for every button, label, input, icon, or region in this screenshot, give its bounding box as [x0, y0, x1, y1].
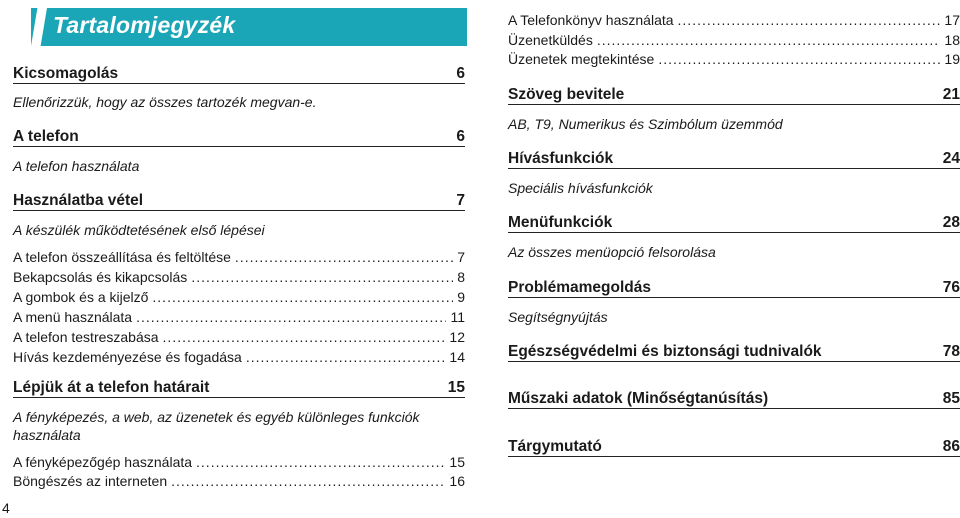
toc-entry[interactable]: [13, 289, 465, 307]
entry-label: Böngészés az interneten: [13, 473, 168, 489]
section-subtitle: A telefon használata: [13, 158, 140, 174]
toc-entry[interactable]: [13, 349, 465, 367]
section-subtitle: A fényképezés, a web, az üzenetek és egyéb különleges funkciók: [13, 409, 420, 425]
dot-leader: [678, 12, 941, 28]
toc-section-szoveg-bevitele[interactable]: [508, 83, 960, 105]
toc-section-egeszsegvedelem[interactable]: [508, 340, 960, 362]
entry-label: A fényképezőgép használata: [13, 454, 193, 470]
toc-entry[interactable]: [13, 473, 465, 491]
section-title: Használatba vétel: [13, 192, 144, 209]
toc-entry[interactable]: [13, 269, 465, 287]
section-page: 7: [456, 192, 465, 209]
page-number: 4: [2, 500, 10, 516]
entry-label: A menü használata: [13, 309, 133, 325]
section-title: Szöveg bevitele: [508, 86, 625, 103]
dot-leader: [171, 473, 445, 489]
entry-page: 9: [457, 289, 465, 305]
section-title: Műszaki adatok (Minőségtanúsítás): [508, 390, 769, 407]
toc-entry[interactable]: [13, 309, 465, 327]
section-page: 85: [942, 390, 960, 407]
entry-page: 8: [457, 269, 465, 285]
toc-section-hasznalatba-vetel[interactable]: [13, 189, 465, 211]
toc-entry[interactable]: [508, 32, 960, 50]
toc-section-problemamegoldas[interactable]: [508, 276, 960, 298]
title-banner: [31, 8, 467, 46]
section-page: 28: [942, 214, 960, 231]
entry-page: 11: [450, 309, 465, 325]
toc-entry[interactable]: [13, 454, 465, 472]
entry-page: 14: [449, 349, 465, 365]
entry-page: 19: [944, 51, 960, 67]
entry-label: Üzenetküldés: [508, 32, 593, 48]
section-page: 21: [942, 86, 960, 103]
section-page: 24: [942, 150, 960, 167]
section-title: Menüfunkciók: [508, 214, 613, 231]
entry-label: A telefon összeállítása és feltöltése: [13, 249, 231, 265]
dot-leader: [191, 269, 453, 285]
entry-label: Üzenetek megtekintése: [508, 51, 655, 67]
entry-page: 15: [449, 454, 465, 470]
dot-leader: [163, 329, 446, 345]
toc-section-targymutato[interactable]: [508, 435, 960, 457]
section-title: Tárgymutató: [508, 438, 602, 455]
entry-page: 7: [457, 249, 465, 265]
section-title: Problémamegoldás: [508, 279, 651, 296]
section-subtitle: A készülék működtetésének első lépései: [13, 222, 265, 238]
section-page: 86: [942, 438, 960, 455]
section-subtitle-continued: használata: [13, 427, 81, 443]
dot-leader: [597, 32, 941, 48]
section-page: 6: [456, 65, 465, 82]
entry-page: 18: [944, 32, 960, 48]
section-subtitle: Segítségnyújtás: [508, 309, 608, 325]
section-page: 15: [447, 379, 465, 396]
entry-label: A telefon testreszabása: [13, 329, 159, 345]
section-title: Egészségvédelmi és biztonsági tudnivalók: [508, 343, 822, 360]
dot-leader: [235, 249, 453, 265]
toc-entry[interactable]: [13, 249, 465, 267]
section-subtitle: AB, T9, Numerikus és Szimbólum üzemmód: [508, 116, 783, 132]
toc-entry[interactable]: [508, 51, 960, 69]
section-page: 76: [942, 279, 960, 296]
toc-entry[interactable]: [13, 329, 465, 347]
toc-section-muszaki-adatok[interactable]: [508, 387, 960, 409]
toc-section-hivasfunkciok[interactable]: [508, 147, 960, 169]
section-title: Hívásfunkciók: [508, 150, 614, 167]
entry-label: Hívás kezdeményezése és fogadása: [13, 349, 242, 365]
section-title: Kicsomagolás: [13, 65, 119, 82]
toc-section-telefon[interactable]: [13, 125, 465, 147]
toc-entry[interactable]: [508, 12, 960, 30]
toc-section-menufunkciok[interactable]: [508, 211, 960, 233]
section-subtitle: Ellenőrizzük, hogy az összes tartozék megvan-e.: [13, 94, 317, 110]
section-title: A telefon: [13, 128, 79, 145]
section-subtitle: Speciális hívásfunkciók: [508, 180, 653, 196]
dot-leader: [246, 349, 446, 365]
section-page: 6: [456, 128, 465, 145]
entry-label: A Telefonkönyv használata: [508, 12, 674, 28]
page-title: Tartalomjegyzék: [53, 12, 236, 38]
entry-label: Bekapcsolás és kikapcsolás: [13, 269, 188, 285]
dot-leader: [136, 309, 446, 325]
dot-leader: [152, 289, 453, 305]
dot-leader: [658, 51, 940, 67]
entry-page: 17: [944, 12, 960, 28]
dot-leader: [196, 454, 445, 470]
section-subtitle: Az összes menüopció felsorolása: [508, 244, 716, 260]
section-page: 78: [942, 343, 960, 360]
entry-label: A gombok és a kijelző: [13, 289, 149, 305]
toc-section-kicsomagolas[interactable]: [13, 62, 465, 84]
toc-section-lepjuk-at[interactable]: [13, 376, 465, 398]
section-title: Lépjük át a telefon határait: [13, 379, 210, 396]
entry-page: 12: [449, 329, 465, 345]
entry-page: 16: [449, 473, 465, 489]
